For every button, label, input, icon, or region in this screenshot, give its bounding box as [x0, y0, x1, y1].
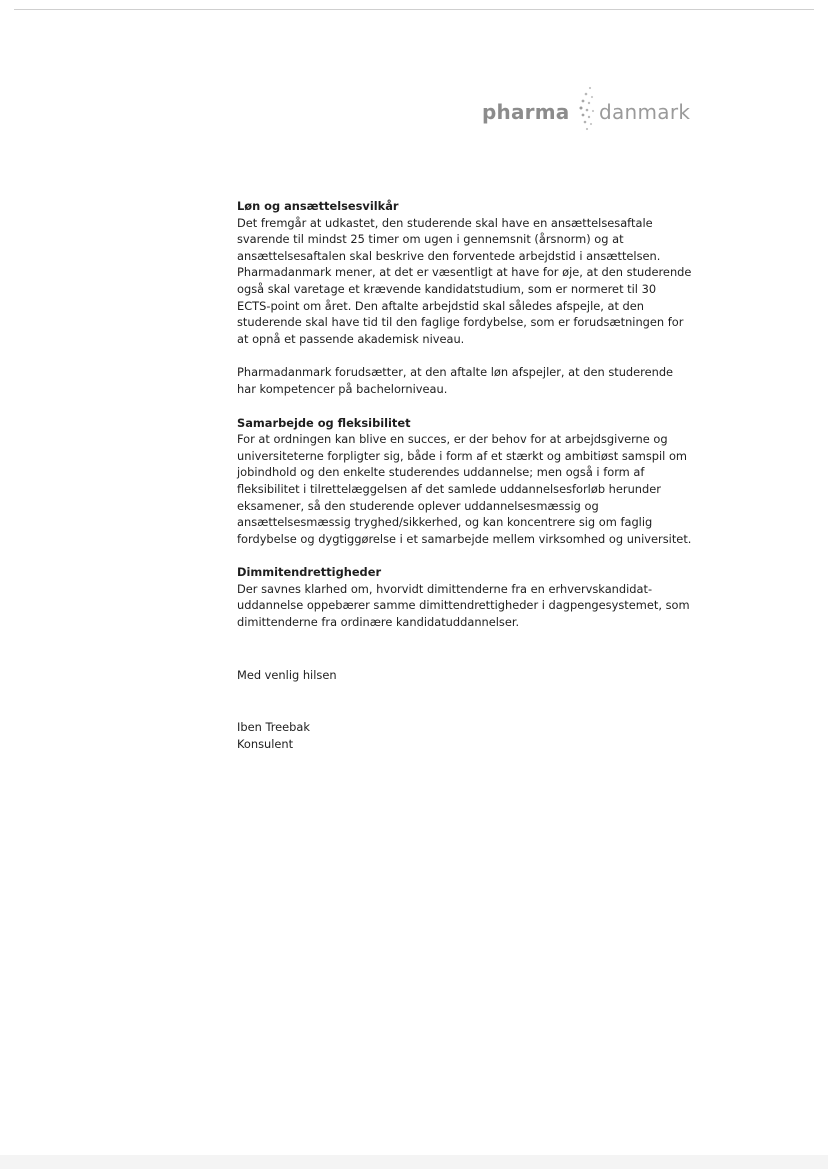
- logo-dots-icon: [578, 84, 596, 136]
- section-paragraph-graduate-rights: Der savnes klarhed om, hvorvidt dimittenderne fra en erhvervskandidat- uddannelse oppebærer samme dimittendrettigheder i dagpengesystemet, som dimittenderne fra ordinære kandidatuddannelser.: [237, 581, 690, 630]
- section-heading-cooperation: Samarbejde og fleksibilitet: [237, 415, 411, 430]
- logo-word-danmark: danmark: [599, 100, 691, 124]
- section-paragraph-wages: Det fremgår at udkastet, den studerende skal have en ansættelsesaftale svarende til mindst 25 timer om ugen i gennemsnit (årsnorm) og at ansættelsesaftalen skal beskrive den forventede arbejdstid i ansættelsen. Pharmadanmark mener, at det er væsentligt at have for øje, at den studerende også skal varetage et krævende kandidatstudium, som er normeret til 30 ECTS-point om året. Den aftalte arbejdstid skal således afspejle, at den studerende skal have tid til den faglige fordybelse, som er forudsætningen for at opnå et passende akademisk niveau.: [237, 215, 692, 346]
- signature-title: Konsulent: [237, 736, 294, 751]
- section-paragraph-cooperation: For at ordningen kan blive en succes, er der behov for at arbejdsgiverne og universiteterne forpligter sig, både i form af et stærkt og ambitiøst samspil om jobindhold og den enkelte studerendes uddannelse; men også i form af fleksibilitet i tilrettelæggelsen af det samlede uddannelsesforløb herunder eksamener, så den studerende oplever uddannelsesmæssig og ansættelsesmæssig tryghed/sikkerhed, og kan koncentrere sig om faglig fordybelse og dygtiggørelse i et samarbejde mellem virksomhed og universitet.: [237, 432, 692, 546]
- signature-name: Iben Treebak: [237, 720, 310, 735]
- letter-body: [237, 198, 717, 752]
- pharmadanmark-logo: [482, 84, 702, 136]
- section-heading-graduate-rights: Dimmitendrettigheder: [237, 565, 382, 580]
- closing-greeting: Med venlig hilsen: [237, 667, 337, 682]
- page-top-rule: [14, 9, 814, 10]
- section-paragraph-salary: Pharmadanmark forudsætter, at den aftalte løn afspejler, at den studerende har kompetencer på bachelorniveau.: [237, 365, 674, 396]
- page-bottom-band: [0, 1155, 828, 1169]
- section-heading-wages: Løn og ansættelsesvilkår: [237, 199, 399, 213]
- logo-word-pharma: pharma: [482, 100, 570, 124]
